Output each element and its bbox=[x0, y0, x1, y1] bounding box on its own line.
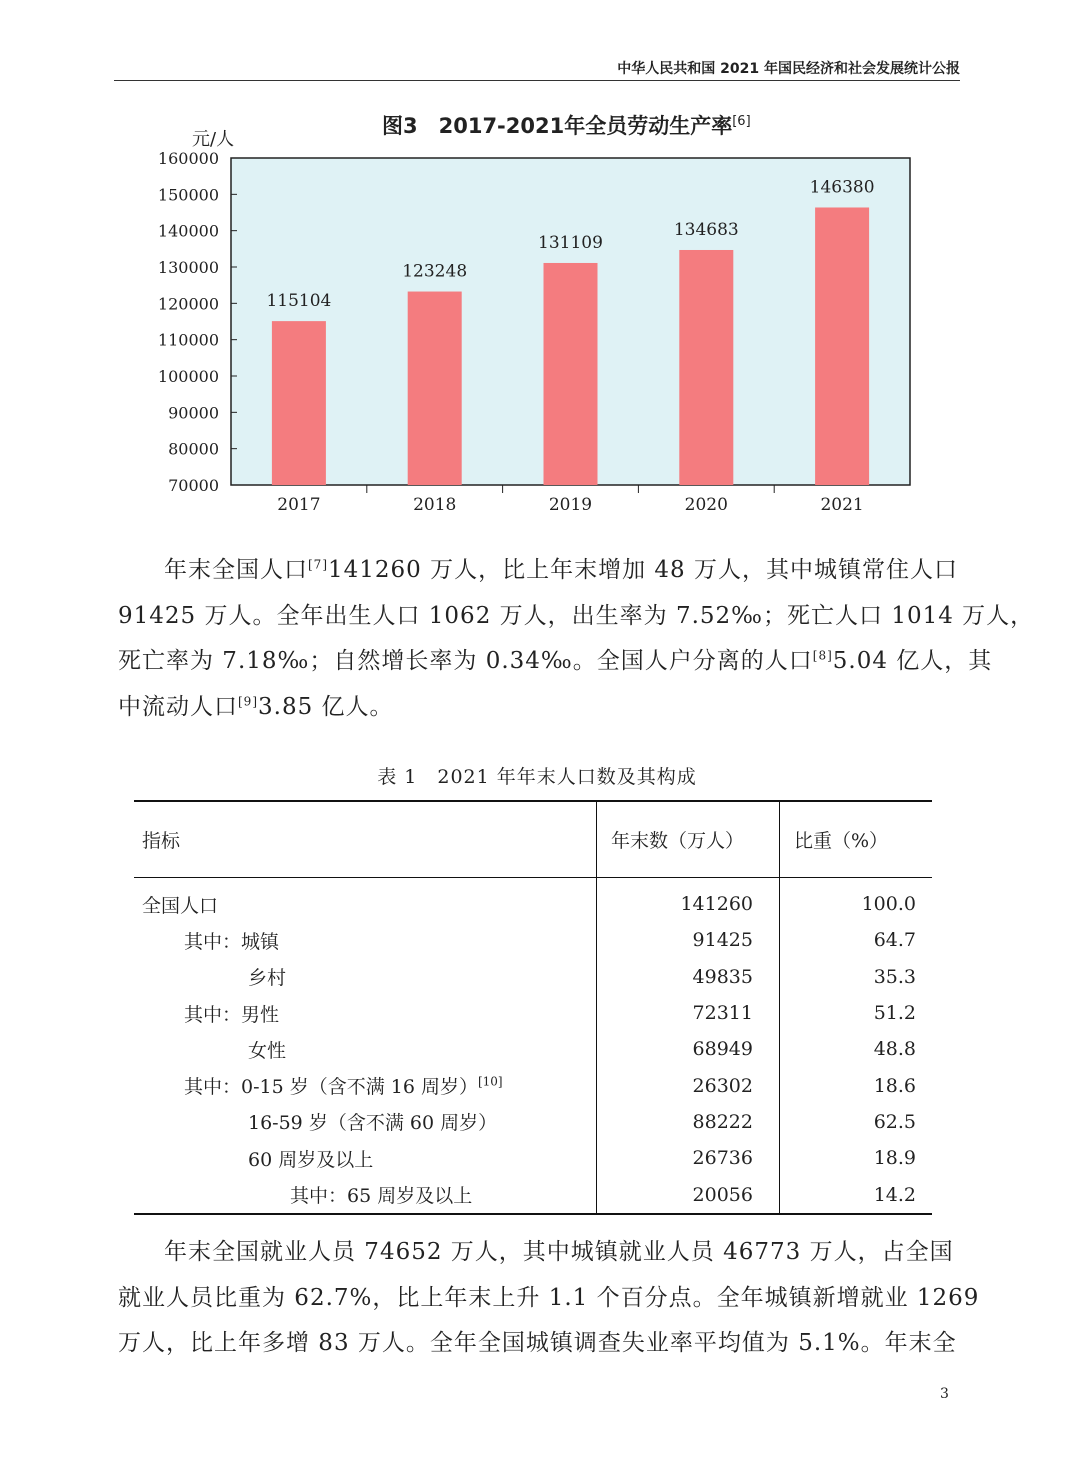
row-value: 49835 bbox=[597, 959, 780, 995]
table-row bbox=[134, 959, 932, 995]
table-row bbox=[134, 1176, 932, 1213]
row-value: 91425 bbox=[597, 922, 780, 958]
y-tick-label: 70000 bbox=[168, 476, 219, 495]
x-tick-label: 2019 bbox=[548, 495, 593, 515]
y-tick-label: 120000 bbox=[157, 294, 219, 314]
x-tick-label: 2020 bbox=[684, 495, 728, 515]
header-indicator: 指标 bbox=[134, 801, 597, 878]
report-header: 中华人民共和国 2021 年国民经济和社会发展统计公报 bbox=[617, 61, 960, 77]
productivity-figure bbox=[130, 100, 950, 540]
y-tick-label: 90000 bbox=[168, 403, 219, 423]
table-title: 表 1 2021 年年末人口数及其构成 bbox=[377, 766, 697, 788]
row-label: 16-59 岁（含不满 60 周岁） bbox=[248, 1112, 498, 1135]
para1-line3: 死亡率为 7.18‰；自然增长率为 0.34‰。全国人户分离的人口[8]5.04 亿人，其 bbox=[118, 648, 993, 674]
row-value: 88222 bbox=[597, 1104, 780, 1140]
row-label: 其中：城镇 bbox=[184, 930, 280, 953]
header-year-end: 年末数（万人） bbox=[597, 801, 780, 878]
row-label: 其中：男性 bbox=[184, 1003, 280, 1026]
para2-line2: 就业人员比重为 62.7%，比上年末上升 1.1 个百分点。全年城镇新增就业 1269 bbox=[118, 1284, 980, 1311]
header-share: 比重（%） bbox=[780, 801, 933, 878]
bar-value-label: 115104 bbox=[266, 291, 332, 312]
y-tick-label: 160000 bbox=[157, 149, 219, 168]
bar bbox=[408, 292, 462, 485]
bar-value-label: 131109 bbox=[538, 232, 603, 253]
row-share: 14.2 bbox=[780, 1176, 933, 1213]
y-tick-label: 140000 bbox=[157, 221, 219, 241]
table-row bbox=[134, 1067, 932, 1103]
table-row bbox=[134, 995, 932, 1031]
row-label: 60 周岁及以上 bbox=[248, 1148, 374, 1171]
row-value: 141260 bbox=[597, 878, 780, 923]
row-value: 20056 bbox=[597, 1176, 780, 1213]
bar bbox=[544, 263, 598, 485]
row-label: 乡村 bbox=[248, 967, 287, 990]
y-tick-label: 100000 bbox=[157, 367, 219, 386]
row-value: 26302 bbox=[597, 1067, 780, 1103]
y-tick-label: 110000 bbox=[157, 330, 219, 350]
x-tick-label: 2018 bbox=[413, 495, 457, 515]
row-value: 72311 bbox=[597, 995, 780, 1031]
para2-line1: 年末全国就业人员 74652 万人，其中城镇就业人员 46773 万人，占全国 bbox=[164, 1239, 954, 1265]
y-axis-label: 元/人 bbox=[192, 129, 235, 150]
para2-line3: 万人，比上年多增 83 万人。全年全国城镇调查失业率平均值为 5.1%。年末全 bbox=[118, 1330, 957, 1356]
footnote-10: [10] bbox=[477, 1074, 503, 1089]
para1-line1: 年末全国人口[7]141260 万人，比上年末增加 48 万人，其中城镇常住人口 bbox=[164, 557, 958, 583]
y-tick-label: 80000 bbox=[168, 439, 219, 459]
row-share: 51.2 bbox=[780, 995, 933, 1031]
x-tick-label: 2017 bbox=[277, 495, 321, 515]
table-header-row bbox=[134, 801, 932, 878]
row-share: 62.5 bbox=[780, 1104, 933, 1140]
bar bbox=[679, 250, 733, 485]
population-paragraph bbox=[118, 548, 1035, 730]
bar-value-label: 134683 bbox=[673, 219, 739, 240]
row-value: 68949 bbox=[597, 1031, 780, 1067]
row-share: 18.9 bbox=[780, 1140, 933, 1176]
row-label: 其中：0-15 岁（含不满 16 周岁）[10] bbox=[184, 1074, 503, 1099]
row-share: 64.7 bbox=[780, 922, 933, 958]
para1-line4: 中流动人口[9]3.85 亿人。 bbox=[118, 693, 394, 720]
y-tick-label: 130000 bbox=[157, 258, 219, 277]
row-share: 18.6 bbox=[780, 1067, 933, 1103]
row-share: 100.0 bbox=[780, 878, 933, 923]
table-row bbox=[134, 922, 932, 958]
row-share: 48.8 bbox=[780, 1031, 933, 1067]
bar-value-label: 146380 bbox=[809, 177, 875, 198]
table-row bbox=[134, 1104, 932, 1140]
chart-title-note: [6] bbox=[732, 114, 751, 129]
y-tick-label: 150000 bbox=[157, 185, 219, 205]
header-rule bbox=[114, 80, 960, 81]
row-label: 女性 bbox=[248, 1039, 287, 1062]
row-label: 全国人口 bbox=[142, 894, 219, 917]
bar bbox=[272, 321, 326, 485]
table-row bbox=[134, 1140, 932, 1176]
row-share: 35.3 bbox=[780, 959, 933, 995]
row-value: 26736 bbox=[597, 1140, 780, 1176]
para1-line2: 91425 万人。全年出生人口 1062 万人，出生率为 7.52‰；死亡人口 1014 万人， bbox=[118, 602, 1035, 629]
row-label: 其中：65 周岁及以上 bbox=[134, 1176, 597, 1213]
footnote-8: [8] bbox=[812, 648, 833, 663]
bar bbox=[815, 207, 869, 485]
employment-paragraph bbox=[118, 1230, 980, 1367]
footnote-7: [7] bbox=[308, 557, 328, 572]
productivity-bar-chart bbox=[130, 100, 950, 540]
bar-value-label: 123248 bbox=[402, 261, 468, 282]
footnote-9: [9] bbox=[238, 693, 258, 708]
x-tick-label: 2021 bbox=[820, 495, 864, 515]
page-number: 3 bbox=[940, 1386, 949, 1402]
chart-title: 图3 2017-2021年全员劳动生产率[6] bbox=[382, 114, 751, 138]
table-row bbox=[134, 1031, 932, 1067]
population-table bbox=[134, 800, 932, 1215]
table-row bbox=[134, 878, 932, 923]
